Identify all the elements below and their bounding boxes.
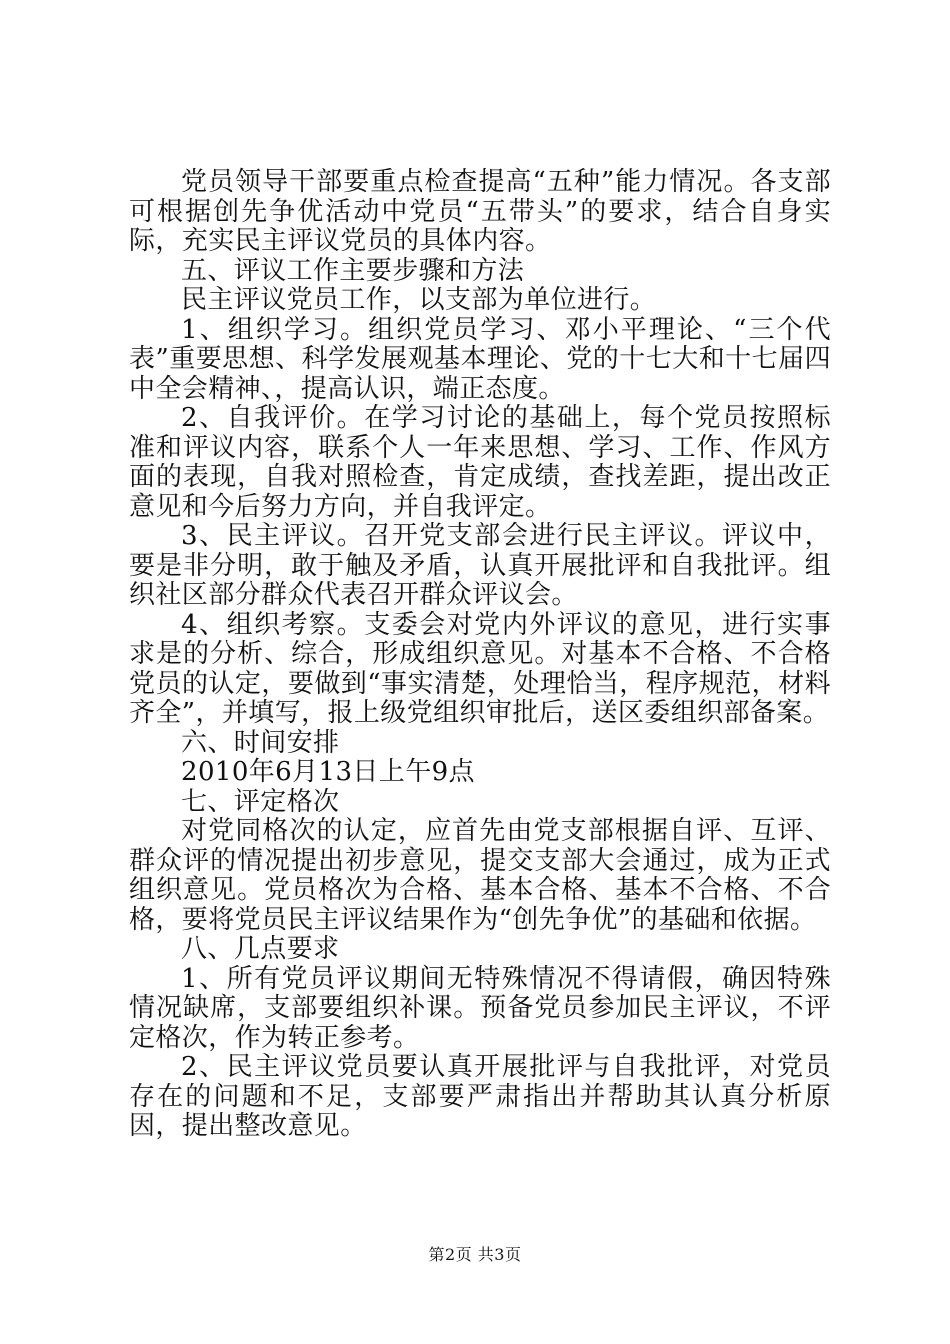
paragraph: 2010年6月13日上午9点 bbox=[181, 757, 475, 787]
paragraph: 4、组织考察。支委会对党内外评议的意见，进行实事求是的分析、综合，形成组织意见。对基本不合格、不合格党员的认定，要做到“事实清楚，处理恰当，程序规范，材料齐全”，并填写，报上级党组织审批后，送区委组织部备案。 bbox=[129, 609, 831, 728]
section-heading: 六、时间安排 bbox=[181, 727, 340, 758]
document-body bbox=[129, 168, 831, 1142]
paragraph: 3、民主评议。召开党支部会进行民主评议。评议中，要是非分明，敢于触及矛盾，认真开展批评和自我批评。组织社区部分群众代表召开群众评议会。 bbox=[129, 521, 831, 610]
page-number-footer: 第2页 共3页 bbox=[428, 1245, 522, 1264]
paragraph: 民主评议党员工作，以支部为单位进行。 bbox=[181, 285, 657, 315]
paragraph: 对党同格次的认定，应首先由党支部根据自评、互评、群众评的情况提出初步意见，提交支部大会通过，成为正式组织意见。党员格次为合格、基本合格、基本不合格、不合格，要将党员民主评议结果作为“创先争优”的基础和依据。 bbox=[129, 816, 831, 935]
paragraph: 2、民主评议党员要认真开展批评与自我批评，对党员存在的问题和不足，支部要严肃指出并帮助其认真分析原因，提出整改意见。 bbox=[129, 1052, 831, 1141]
paragraph: 1、所有党员评议期间无特殊情况不得请假，确因特殊情况缺席，支部要组织补课。预备党员参加民主评议，不评定格次，作为转正参考。 bbox=[129, 963, 831, 1053]
paragraph: 党员领导干部要重点检查提高“五种”能力情况。各支部可根据创先争优活动中党员“五带头”的要求，结合自身实际，充实民主评议党员的具体内容。 bbox=[129, 167, 831, 256]
section-heading: 五、评议工作主要步骤和方法 bbox=[181, 255, 525, 286]
section-heading: 七、评定格次 bbox=[181, 786, 340, 817]
paragraph: 1、组织学习。组织党员学习、邓小平理论、“三个代表”重要思想、科学发展观基本理论、党的十七大和十七届四中全会精神、，提高认识，端正态度。 bbox=[129, 314, 831, 404]
section-heading: 八、几点要求 bbox=[181, 934, 340, 964]
paragraph: 2、自我评价。在学习讨论的基础上，每个党员按照标准和评议内容，联系个人一年来思想、学习、工作、作风方面的表现，自我对照检查，肯定成绩，查找差距，提出改正意见和今后努力方向，并自我评定。 bbox=[129, 403, 831, 522]
